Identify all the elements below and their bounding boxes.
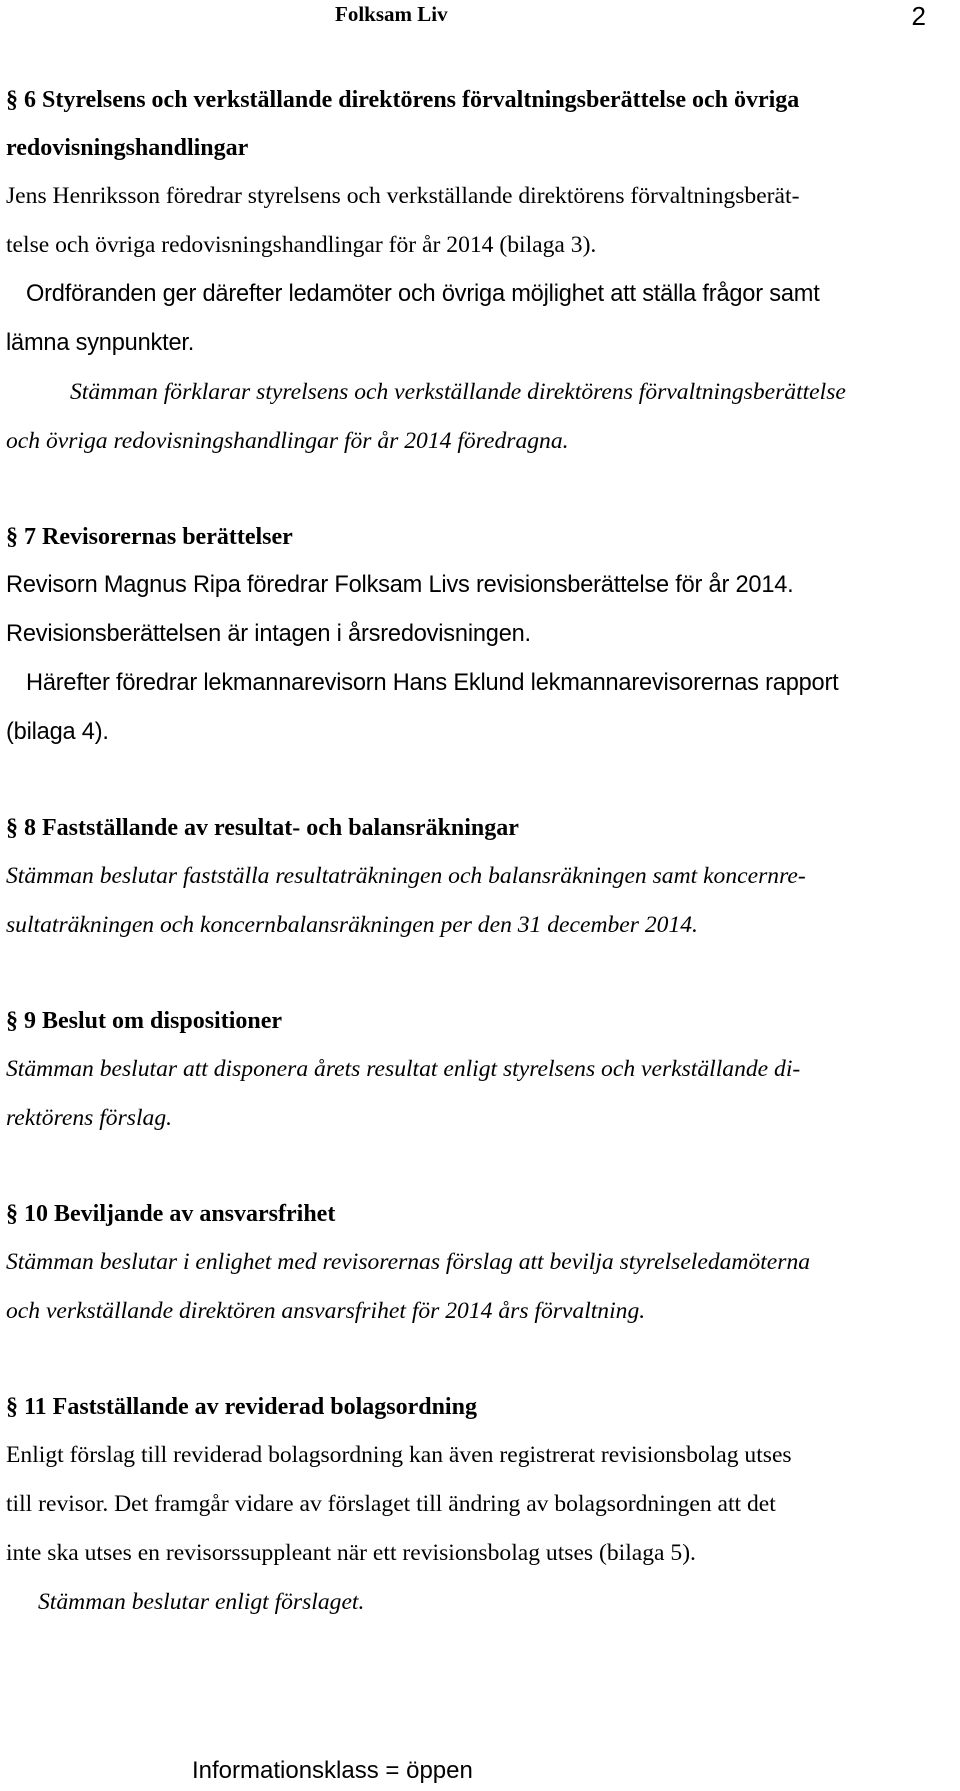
resolution-line: Stämman beslutar i enlighet med revisorernas förslag att bevilja styrelseledamöterna [6,1249,811,1275]
paragraph-line: till revisor. Det framgår vidare av förslaget till ändring av bolagsordningen att det [6,1491,776,1517]
section-mark: § [6,1394,18,1420]
section-mark: § [6,524,18,550]
spacer [6,950,957,997]
resolution-line: Stämman beslutar enligt förslaget. [38,1589,365,1615]
section-8 [6,804,957,950]
resolution-line: och övriga redovisningshandlingar för år 2014 föredragna. [6,428,569,454]
paragraph-line: (bilaga 4). [6,719,109,745]
section-heading [6,513,957,561]
paragraph-line: inte ska utses en revisorssuppleant när ett revisionsbolag utses (bilaga 5). [6,1540,696,1566]
section-title: 8 Fastställande av resultat- och balansräkningar [24,815,519,841]
resolution-line: Stämman beslutar fastställa resultaträkningen och balansräkningen samt koncernre- [6,863,806,889]
section-heading [6,76,957,124]
paragraph-line: Revisionsberättelsen är intagen i årsredovisningen. [6,621,531,647]
resolution-line: Stämman beslutar att disponera årets resultat enligt styrelsens och verkställande di- [6,1056,801,1082]
section-9 [6,997,957,1143]
paragraph-line: Härefter föredrar lekmannarevisorn Hans Eklund lekmannarevisorernas rapport [26,670,839,696]
section-6 [6,76,957,466]
document-body [6,76,957,1627]
paragraph-line: Enligt förslag till reviderad bolagsordning kan även registrerat revisionsbolag utses [6,1442,792,1468]
section-mark: § [6,1008,18,1034]
section-title-continued: redovisningshandlingar [6,135,249,161]
paragraph-line: telse och övriga redovisningshandlingar för år 2014 (bilaga 3). [6,232,597,258]
section-11 [6,1383,957,1627]
paragraph-line: Ordföranden ger därefter ledamöter och övriga möjlighet att ställa frågor samt [26,281,820,307]
spacer [6,466,957,513]
resolution-line: Stämman förklarar styrelsens och verkställande direktörens förvaltningsberättelse [70,379,846,405]
paragraph-line: lämna synpunkter. [6,330,195,356]
section-heading [6,1383,957,1431]
footer-classification: Informationsklass = öppen [192,1757,473,1784]
header-title: Folksam Liv [335,2,448,26]
section-heading [6,1190,957,1238]
section-title: 11 Fastställande av reviderad bolagsordning [24,1394,477,1420]
section-mark: § [6,815,18,841]
section-heading [6,804,957,852]
section-mark: § [6,1201,18,1227]
section-title: 10 Beviljande av ansvarsfrihet [24,1201,336,1227]
resolution-line: rektörens förslag. [6,1105,173,1131]
resolution-line: sultaträkningen och koncernbalansräkningen per den 31 december 2014. [6,912,698,938]
section-title: 9 Beslut om dispositioner [24,1008,283,1034]
paragraph-line: Revisorn Magnus Ripa föredrar Folksam Livs revisionsberättelse för år 2014. [6,572,794,598]
section-heading [6,997,957,1045]
spacer [6,1336,957,1383]
resolution-line: och verkställande direktören ansvarsfrihet för 2014 års förvaltning. [6,1298,646,1324]
spacer [6,1143,957,1190]
section-title: 7 Revisorernas berättelser [24,524,293,550]
section-mark: § [6,87,18,113]
section-10 [6,1190,957,1336]
section-7 [6,513,957,757]
page-number: 2 [911,1,926,31]
spacer [6,757,957,804]
section-title: 6 Styrelsens och verkställande direktörens förvaltningsberättelse och övriga [24,87,800,113]
paragraph-line: Jens Henriksson föredrar styrelsens och verkställande direktörens förvaltningsberät- [6,183,800,209]
